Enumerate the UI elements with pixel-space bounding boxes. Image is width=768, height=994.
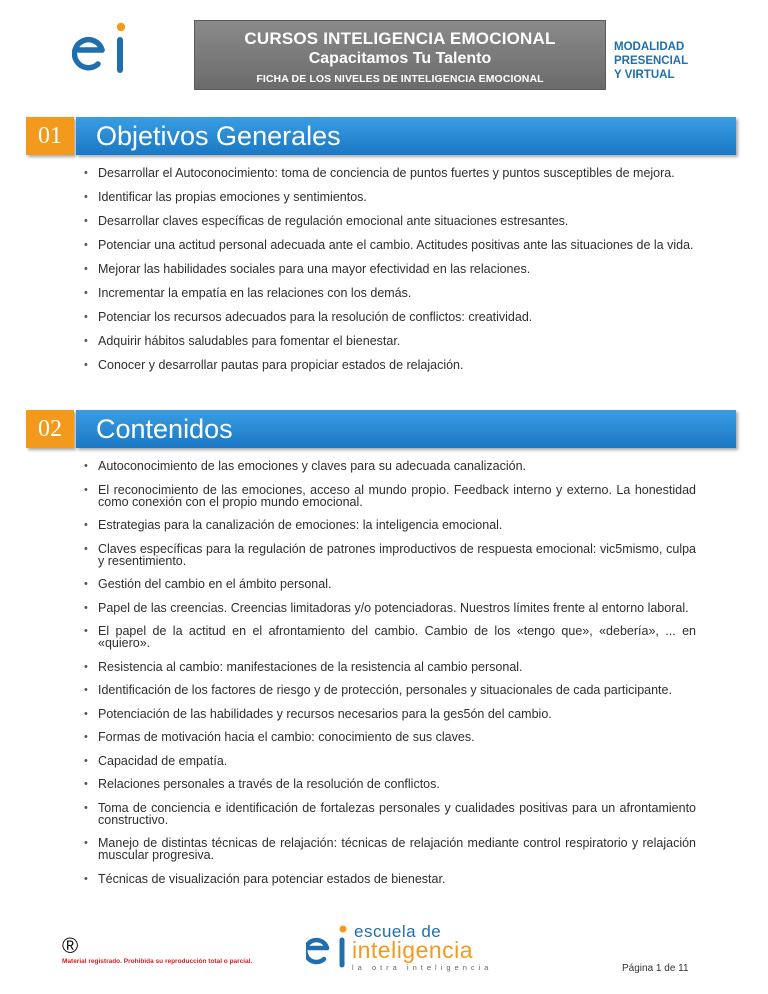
- list-item-text: Potenciación de las habilidades y recursos necesarios para la ges5ón del cambio.: [98, 706, 552, 721]
- list-item: [84, 460, 696, 472]
- section-number-01: 01: [26, 117, 74, 155]
- bullet-icon: •: [84, 239, 88, 251]
- course-subtitle: Capacitamos Tu Talento: [308, 50, 492, 67]
- list-item: [84, 873, 696, 885]
- list-item: [84, 778, 696, 790]
- bullet-icon: •: [84, 625, 88, 637]
- footer-logo-inteligencia: inteligencia: [352, 937, 474, 963]
- bullet-icon: •: [84, 731, 88, 743]
- list-item: [84, 519, 696, 531]
- list-item-text: Gestión del cambio en el ámbito personal.: [98, 577, 332, 591]
- list-item: [84, 167, 696, 179]
- list-item-text: Identificar las propias emociones y sentimientos.: [98, 190, 367, 204]
- bullet-icon: •: [84, 215, 88, 227]
- list-item: [84, 755, 696, 767]
- list-item: [84, 287, 696, 299]
- ei-logo: [72, 20, 134, 76]
- bullet-icon: •: [84, 601, 88, 614]
- registered-notice: Material registrado. Prohibida su reproducción total o parcial.: [62, 958, 253, 965]
- course-header-box: [194, 20, 606, 90]
- section-number-02: 02: [26, 410, 74, 448]
- bullet-icon: •: [84, 660, 88, 673]
- list-item-text: Resistencia al cambio: manifestaciones de la resistencia al cambio personal.: [98, 659, 523, 674]
- section-title-objetivos: Objetivos Generales: [76, 117, 736, 155]
- list-item-text: Manejo de distintas técnicas de relajación: técnicas de relajación mediante control respiratorio y relajación muscular progresiva.: [98, 836, 696, 862]
- bullet-icon: •: [84, 754, 88, 767]
- list-item: [84, 484, 696, 508]
- list-item: [84, 335, 696, 347]
- modalidad-line-1: MODALIDAD: [614, 41, 685, 53]
- list-item-text: Identificación de los factores de riesgo y de protección, personales y situacionales de cada participante.: [98, 683, 672, 697]
- list-item: [84, 359, 696, 371]
- bullet-icon: •: [84, 483, 88, 496]
- modalidad-line-2: PRESENCIAL: [614, 55, 689, 67]
- list-item: [84, 543, 696, 567]
- bullet-icon: •: [84, 191, 88, 203]
- list-item: [84, 625, 696, 649]
- section-title-contenidos: Contenidos: [76, 410, 736, 448]
- list-item: [84, 684, 696, 696]
- list-item-text: Potenciar una actitud personal adecuada ante el cambio. Actitudes positivas ante las situaciones de la vida.: [98, 238, 694, 252]
- bullet-icon: •: [84, 707, 88, 720]
- list-item: [84, 802, 696, 826]
- list-item-text: Mejorar las habilidades sociales para una mayor efectividad en las relaciones.: [98, 262, 531, 276]
- list-item-text: Desarrollar claves específicas de regulación emocional ante situaciones estresantes.: [98, 214, 569, 228]
- list-item: [84, 191, 696, 203]
- modalidad-line-3: Y VIRTUAL: [614, 69, 675, 81]
- page-number: Página 1 de 11: [622, 963, 689, 974]
- bullet-icon: •: [84, 684, 88, 696]
- list-item: [84, 215, 696, 227]
- bullet-icon: •: [84, 778, 88, 790]
- list-item-text: Formas de motivación hacia el cambio: conocimiento de sus claves.: [98, 730, 475, 744]
- list-item-text: Capacidad de empatía.: [98, 753, 228, 768]
- course-ficha: FICHA DE LOS NIVELES DE INTELIGENCIA EMOCIONAL: [256, 73, 544, 85]
- list-item: [84, 661, 696, 673]
- bullet-icon: •: [84, 872, 88, 885]
- list-item-text: Técnicas de visualización para potenciar estados de bienestar.: [98, 871, 446, 886]
- list-item-text: El papel de la actitud en el afrontamiento del cambio. Cambio de los «tengo que», «debería», ... en «quiero».: [98, 624, 696, 650]
- list-item-text: Claves específicas para la regulación de patrones improductivos de respuesta emocional: vic5mismo, culpa y resentimiento.: [98, 541, 696, 568]
- list-item: [84, 578, 696, 590]
- list-item: [84, 239, 696, 251]
- bullet-icon: •: [84, 263, 88, 275]
- list-item-text: Adquirir hábitos saludables para fomentar el bienestar.: [98, 334, 401, 348]
- bullet-icon: •: [84, 335, 88, 347]
- list-item-text: Toma de conciencia e identificación de fortalezas personales y cualidades positivas para un afrontamiento constructivo.: [98, 800, 696, 827]
- course-title: CURSOS INTELIGENCIA EMOCIONAL: [244, 29, 556, 48]
- bullet-icon: •: [84, 578, 88, 590]
- list-item-text: Conocer y desarrollar pautas para propiciar estados de relajación.: [98, 358, 464, 372]
- footer-logo-tagline: la otra inteligencia: [352, 963, 493, 972]
- contenidos-list: [84, 460, 696, 896]
- list-item-text: Potenciar los recursos adecuados para la resolución de conflictos: creatividad.: [98, 310, 533, 324]
- bullet-icon: •: [84, 460, 88, 472]
- bullet-icon: •: [84, 311, 88, 323]
- list-item-text: Estrategias para la canalización de emociones: la inteligencia emocional.: [98, 518, 503, 532]
- list-item-text: El reconocimiento de las emociones, acceso al mundo propio. Feedback interno y externo. La honestidad como conexión con el propio mundo emocional.: [98, 482, 696, 509]
- footer-logo-escuela: escuela de: [354, 922, 442, 941]
- bullet-icon: •: [84, 167, 88, 179]
- bullet-icon: •: [84, 801, 88, 814]
- list-item: [84, 311, 696, 323]
- bullet-icon: •: [84, 519, 88, 531]
- list-item: [84, 263, 696, 275]
- list-item: [84, 708, 696, 720]
- list-item-text: Incrementar la empatía en las relaciones con los demás.: [98, 286, 412, 300]
- list-item: [84, 837, 696, 861]
- list-item: [84, 731, 696, 743]
- list-item-text: Relaciones personales a través de la resolución de conflictos.: [98, 777, 440, 791]
- list-item-text: Desarrollar el Autoconocimiento: toma de conciencia de puntos fuertes y puntos susceptibles de mejora.: [98, 166, 675, 180]
- bullet-icon: •: [84, 837, 88, 849]
- list-item: [84, 602, 696, 614]
- modalidad-label: [614, 40, 724, 82]
- bullet-icon: •: [84, 542, 88, 555]
- registered-symbol: ®: [62, 933, 79, 958]
- list-item-text: Autoconocimiento de las emociones y claves para su adecuada canalización.: [98, 459, 527, 473]
- list-item-text: Papel de las creencias. Creencias limitadoras y/o potenciadoras. Nuestros límites frente al entorno laboral.: [98, 600, 689, 615]
- bullet-icon: •: [84, 287, 88, 299]
- objetivos-list: [84, 167, 696, 383]
- bullet-icon: •: [84, 359, 88, 371]
